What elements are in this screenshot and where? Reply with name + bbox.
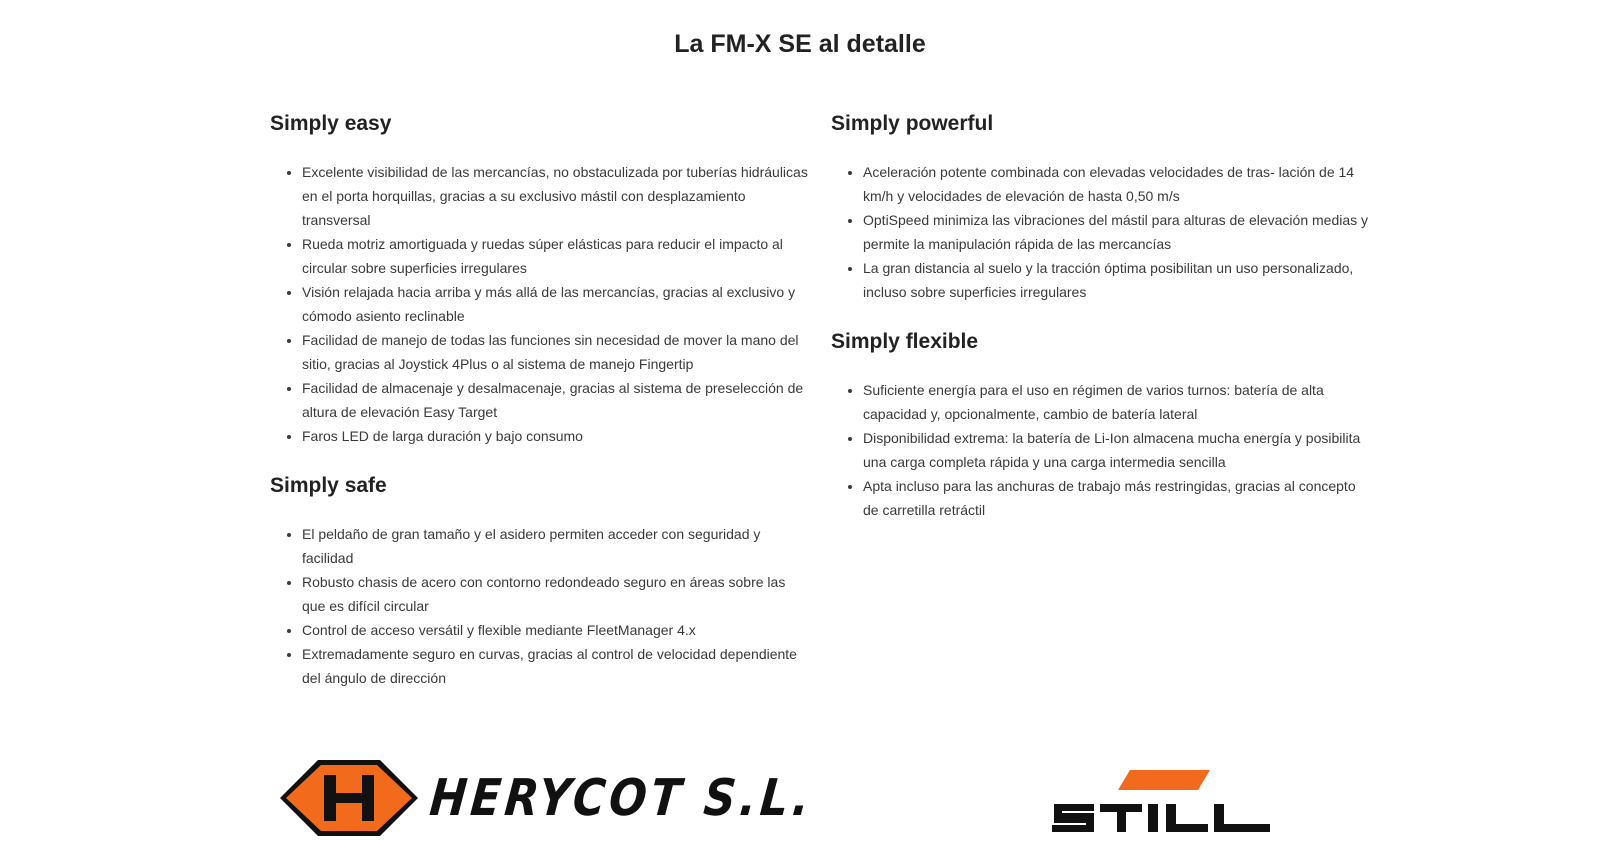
- list-item: • Visión relajada hacia arriba y más allá de las mercancías, gracias al exclusivo y cómodo asiento reclinable: [302, 280, 810, 328]
- list-item: • Extremadamente seguro en curvas, gracias al control de velocidad dependiente del ángulo de dirección: [302, 642, 810, 690]
- list-item: • Disponibilidad extrema: la batería de Li-Ion almacena mucha energía y posibilita una carga completa rápida y una carga intermedia sencilla: [863, 426, 1371, 474]
- section-heading: Simply flexible: [831, 330, 979, 353]
- herycot-logo-text: HERYCOT S.L.: [427, 768, 816, 828]
- feature-list: [270, 522, 810, 690]
- list-item: • Excelente visibilidad de las mercancías, no obstaculizada por tuberías hidráulicas en el porta horquillas, gracias a su exclusivo mástil con desplazamiento transversal: [302, 160, 810, 232]
- list-item: • Suficiente energía para el uso en régimen de varios turnos: batería de alta capacidad y, opcionalmente, cambio de batería lateral: [863, 378, 1371, 426]
- list-item: • Facilidad de almacenaje y desalmacenaje, gracias al sistema de preselección de altura de elevación Easy Target: [302, 376, 810, 424]
- left-column: [270, 110, 810, 690]
- section-simply-powerful: [831, 110, 1371, 304]
- right-column: [831, 110, 1371, 522]
- section-heading: Simply powerful: [831, 112, 994, 135]
- list-item: • Aceleración potente combinada con elevadas velocidades de tras- lación de 14 km/h y velocidades de elevación de hasta 0,50 m/s: [863, 160, 1371, 208]
- list-item: • Rueda motriz amortiguada y ruedas súper elásticas para reducir el impacto al circular sobre superficies irregulares: [302, 232, 810, 280]
- list-item: • El peldaño de gran tamaño y el asidero permiten acceder con seguridad y facilidad: [302, 522, 810, 570]
- section-simply-flexible: [831, 328, 1371, 522]
- still-logo: [1052, 768, 1272, 834]
- list-item: • Faros LED de larga duración y bajo consumo: [302, 424, 810, 448]
- section-simply-easy: [270, 110, 810, 448]
- section-heading: Simply safe: [270, 474, 387, 497]
- list-item: • Robusto chasis de acero con contorno redondeado seguro en áreas sobre las que es difícil circular: [302, 570, 810, 618]
- feature-list: [831, 378, 1371, 522]
- list-item: • Apta incluso para las anchuras de trabajo más restringidas, gracias al concepto de carretilla retráctil: [863, 474, 1371, 522]
- list-item: • La gran distancia al suelo y la tracción óptima posibilitan un uso personalizado, incluso sobre superficies irregulares: [863, 256, 1371, 304]
- section-simply-safe: [270, 472, 810, 690]
- herycot-hexagon-icon: [278, 757, 420, 839]
- list-item: • Facilidad de manejo de todas las funciones sin necesidad de mover la mano del sitio, gracias al Joystick 4Plus o al sistema de manejo Fingertip: [302, 328, 810, 376]
- feature-list: [270, 160, 810, 448]
- herycot-logo: [278, 757, 816, 839]
- list-item: • OptiSpeed minimiza las vibraciones del mástil para alturas de elevación medias y permite la manipulación rápida de las mercancías: [863, 208, 1371, 256]
- page-title: La FM-X SE al detalle: [674, 30, 926, 58]
- section-heading: Simply easy: [270, 112, 392, 135]
- list-item: • Control de acceso versátil y flexible mediante FleetManager 4.x: [302, 618, 810, 642]
- feature-list: [831, 160, 1371, 304]
